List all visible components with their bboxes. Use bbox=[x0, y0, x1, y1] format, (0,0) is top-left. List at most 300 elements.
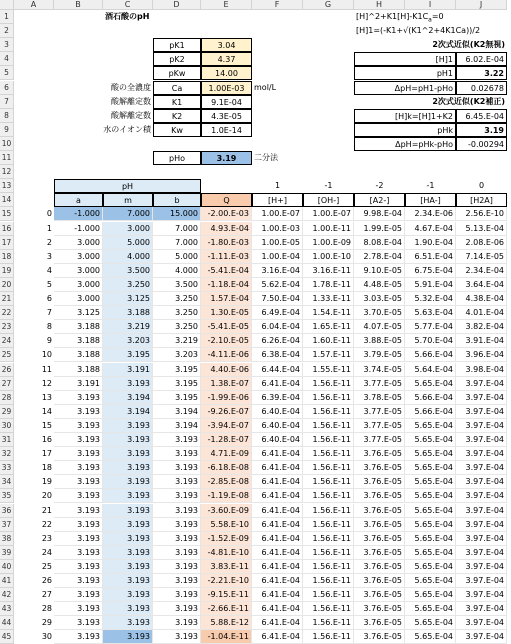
m-value[interactable]: 3.250 bbox=[103, 278, 153, 292]
oh-conc[interactable]: 1.56.E-11 bbox=[303, 447, 354, 461]
m-value[interactable]: 3.193 bbox=[103, 532, 153, 546]
a2-conc[interactable]: 3.76.E-05 bbox=[354, 602, 405, 616]
pho-label[interactable]: pHo bbox=[153, 151, 201, 165]
param-name[interactable]: Ca bbox=[153, 81, 201, 95]
param-name[interactable]: pKw bbox=[153, 66, 201, 80]
a-value[interactable]: -1.000 bbox=[54, 207, 103, 221]
ha-conc[interactable]: 5.66.E-04 bbox=[405, 405, 456, 419]
a-value[interactable]: 3.193 bbox=[54, 391, 103, 405]
iteration-index[interactable]: 21 bbox=[41, 505, 52, 515]
b-value[interactable]: 3.193 bbox=[153, 475, 201, 489]
b-value[interactable]: 3.193 bbox=[153, 518, 201, 532]
h2a-conc[interactable]: 3.97.E-04 bbox=[456, 518, 507, 532]
ha-conc[interactable]: 5.65.E-04 bbox=[405, 602, 456, 616]
h2a-conc[interactable]: 3.97.E-04 bbox=[456, 433, 507, 447]
oh-conc[interactable]: 1.56.E-11 bbox=[303, 518, 354, 532]
b-value[interactable]: 5.000 bbox=[153, 250, 201, 264]
m-value[interactable]: 3.500 bbox=[103, 264, 153, 278]
q-value[interactable]: -9.15.E-11 bbox=[201, 588, 252, 602]
a-value[interactable]: 3.193 bbox=[54, 489, 103, 503]
ph-group-header[interactable]: pH bbox=[54, 179, 201, 193]
b-value[interactable]: 3.193 bbox=[153, 574, 201, 588]
b-value[interactable]: 3.195 bbox=[153, 363, 201, 377]
iteration-index[interactable]: 11 bbox=[41, 364, 52, 374]
b-value[interactable]: 3.500 bbox=[153, 278, 201, 292]
h-conc[interactable]: 6.39.E-04 bbox=[252, 391, 303, 405]
row-header[interactable]: 40 bbox=[0, 560, 14, 574]
m-value[interactable]: 7.000 bbox=[103, 207, 153, 221]
oh-conc[interactable]: 1.56.E-11 bbox=[303, 574, 354, 588]
row-header[interactable]: 21 bbox=[0, 292, 14, 306]
column-header-A[interactable]: A bbox=[14, 0, 54, 10]
q-value[interactable]: -1.18.E-04 bbox=[201, 278, 252, 292]
q-value[interactable]: -1.52.E-09 bbox=[201, 532, 252, 546]
b-value[interactable]: 3.193 bbox=[153, 588, 201, 602]
row-header[interactable]: 10 bbox=[0, 137, 14, 151]
a2-conc[interactable]: 3.76.E-05 bbox=[354, 461, 405, 475]
a2-conc[interactable]: 3.77.E-05 bbox=[354, 377, 405, 391]
q-value[interactable]: -1.11.E-03 bbox=[201, 250, 252, 264]
a2-conc[interactable]: 3.77.E-05 bbox=[354, 419, 405, 433]
m-value[interactable]: 3.193 bbox=[103, 630, 153, 644]
h2a-conc[interactable]: 3.97.E-04 bbox=[456, 546, 507, 560]
column-title[interactable]: [HA-] bbox=[405, 193, 456, 207]
charge-label[interactable]: 1 bbox=[274, 181, 281, 191]
q-value[interactable]: -5.41.E-05 bbox=[201, 320, 252, 334]
formula-quadratic[interactable] bbox=[354, 10, 507, 24]
h2a-conc[interactable]: 3.97.E-04 bbox=[456, 560, 507, 574]
h-conc[interactable]: 6.04.E-04 bbox=[252, 320, 303, 334]
column-title[interactable]: [A2-] bbox=[354, 193, 405, 207]
approx2-value[interactable]: -0.00294 bbox=[456, 137, 507, 151]
iteration-index[interactable]: 20 bbox=[41, 491, 52, 501]
approx2-label[interactable]: pHk bbox=[354, 123, 456, 137]
h2a-conc[interactable]: 3.91.E-04 bbox=[456, 334, 507, 348]
a-value[interactable]: 3.193 bbox=[54, 630, 103, 644]
ha-conc[interactable]: 5.63.E-04 bbox=[405, 306, 456, 320]
a-value[interactable]: 3.000 bbox=[54, 250, 103, 264]
h2a-conc[interactable]: 3.97.E-04 bbox=[456, 630, 507, 644]
approx2-value[interactable]: 6.45.E-04 bbox=[456, 109, 507, 123]
a-value[interactable]: 3.193 bbox=[54, 588, 103, 602]
h2a-conc[interactable]: 3.97.E-04 bbox=[456, 504, 507, 518]
a-value[interactable]: 3.193 bbox=[54, 461, 103, 475]
ha-conc[interactable]: 2.34.E-06 bbox=[405, 207, 456, 221]
q-value[interactable]: -6.18.E-08 bbox=[201, 461, 252, 475]
a2-conc[interactable]: 3.70.E-05 bbox=[354, 306, 405, 320]
column-header-E[interactable]: E bbox=[201, 0, 252, 10]
row-header[interactable]: 15 bbox=[0, 207, 14, 221]
h-conc[interactable]: 6.41.E-04 bbox=[252, 630, 303, 644]
row-header[interactable]: 26 bbox=[0, 363, 14, 377]
q-value[interactable]: 4.71.E-09 bbox=[201, 447, 252, 461]
q-value[interactable]: -1.19.E-08 bbox=[201, 489, 252, 503]
m-value[interactable]: 3.193 bbox=[103, 475, 153, 489]
q-value[interactable]: -2.85.E-08 bbox=[201, 475, 252, 489]
oh-conc[interactable]: 1.56.E-11 bbox=[303, 504, 354, 518]
ha-conc[interactable]: 5.65.E-04 bbox=[405, 546, 456, 560]
q-value[interactable]: 4.93.E-04 bbox=[201, 222, 252, 236]
iteration-index[interactable]: 10 bbox=[41, 350, 52, 360]
row-header[interactable]: 8 bbox=[0, 109, 14, 123]
b-value[interactable]: 3.193 bbox=[153, 489, 201, 503]
oh-conc[interactable]: 1.56.E-11 bbox=[303, 560, 354, 574]
h2a-conc[interactable]: 4.01.E-04 bbox=[456, 306, 507, 320]
a-value[interactable]: 3.193 bbox=[54, 504, 103, 518]
q-value[interactable]: 4.40.E-06 bbox=[201, 363, 252, 377]
row-header[interactable]: 25 bbox=[0, 348, 14, 362]
a-value[interactable]: 3.193 bbox=[54, 532, 103, 546]
oh-conc[interactable]: 1.33.E-11 bbox=[303, 292, 354, 306]
select-all-corner[interactable] bbox=[0, 0, 14, 10]
row-header[interactable]: 27 bbox=[0, 377, 14, 391]
a2-conc[interactable]: 9.98.E-04 bbox=[354, 207, 405, 221]
q-value[interactable]: -5.41.E-04 bbox=[201, 264, 252, 278]
h2a-conc[interactable]: 3.97.E-04 bbox=[456, 588, 507, 602]
a2-conc[interactable]: 3.76.E-05 bbox=[354, 630, 405, 644]
row-header[interactable]: 45 bbox=[0, 630, 14, 644]
b-value[interactable]: 3.193 bbox=[153, 616, 201, 630]
h-conc[interactable]: 5.62.E-04 bbox=[252, 278, 303, 292]
q-value[interactable]: 1.30.E-05 bbox=[201, 306, 252, 320]
a-value[interactable]: 3.193 bbox=[54, 433, 103, 447]
b-value[interactable]: 3.193 bbox=[153, 560, 201, 574]
a2-conc[interactable]: 9.10.E-05 bbox=[354, 264, 405, 278]
h-conc[interactable]: 6.41.E-04 bbox=[252, 574, 303, 588]
h-conc[interactable]: 6.41.E-04 bbox=[252, 518, 303, 532]
b-value[interactable]: 3.195 bbox=[153, 391, 201, 405]
h-conc[interactable]: 6.44.E-04 bbox=[252, 363, 303, 377]
row-header[interactable]: 34 bbox=[0, 475, 14, 489]
oh-conc[interactable]: 3.16.E-11 bbox=[303, 264, 354, 278]
h-conc[interactable]: 6.40.E-04 bbox=[252, 419, 303, 433]
a2-conc[interactable]: 3.76.E-05 bbox=[354, 475, 405, 489]
m-value[interactable]: 3.193 bbox=[103, 377, 153, 391]
ha-conc[interactable]: 6.75.E-04 bbox=[405, 264, 456, 278]
param-description[interactable]: 酸の全濃度 bbox=[111, 82, 151, 92]
b-value[interactable]: 7.000 bbox=[153, 236, 201, 250]
row-header[interactable]: 41 bbox=[0, 574, 14, 588]
a2-conc[interactable]: 1.99.E-05 bbox=[354, 222, 405, 236]
ha-conc[interactable]: 1.90.E-04 bbox=[405, 236, 456, 250]
h-conc[interactable]: 1.00.E-03 bbox=[252, 222, 303, 236]
h2a-conc[interactable]: 3.97.E-04 bbox=[456, 574, 507, 588]
param-name[interactable]: pK1 bbox=[153, 38, 201, 52]
approx1-label[interactable]: [H]1 bbox=[354, 52, 456, 66]
a2-conc[interactable]: 3.76.E-05 bbox=[354, 504, 405, 518]
column-title[interactable]: Q bbox=[201, 193, 252, 207]
a2-conc[interactable]: 3.76.E-05 bbox=[354, 588, 405, 602]
h-conc[interactable]: 6.40.E-04 bbox=[252, 433, 303, 447]
q-value[interactable]: -1.04.E-11 bbox=[201, 630, 252, 644]
q-value[interactable]: 5.88.E-12 bbox=[201, 616, 252, 630]
ha-conc[interactable]: 5.65.E-04 bbox=[405, 560, 456, 574]
iteration-index[interactable]: 6 bbox=[46, 294, 52, 303]
ha-conc[interactable]: 5.32.E-04 bbox=[405, 292, 456, 306]
row-header[interactable]: 38 bbox=[0, 532, 14, 546]
h2a-conc[interactable]: 3.97.E-04 bbox=[456, 532, 507, 546]
iteration-index[interactable]: 22 bbox=[41, 519, 52, 529]
charge-label[interactable]: -1 bbox=[324, 181, 333, 191]
approx2-label[interactable]: ΔpH=pHk-pHo bbox=[354, 137, 456, 151]
m-value[interactable]: 3.125 bbox=[103, 292, 153, 306]
iteration-index[interactable]: 25 bbox=[41, 561, 52, 571]
ha-conc[interactable]: 5.65.E-04 bbox=[405, 475, 456, 489]
ha-conc[interactable]: 5.65.E-04 bbox=[405, 504, 456, 518]
column-title[interactable]: [H2A] bbox=[456, 193, 507, 207]
column-title[interactable]: a bbox=[54, 193, 103, 207]
a-value[interactable]: -1.000 bbox=[54, 222, 103, 236]
row-header[interactable]: 16 bbox=[0, 222, 14, 236]
ha-conc[interactable]: 5.65.E-04 bbox=[405, 518, 456, 532]
h2a-conc[interactable]: 3.97.E-04 bbox=[456, 489, 507, 503]
oh-conc[interactable]: 1.56.E-11 bbox=[303, 489, 354, 503]
iteration-index[interactable]: 15 bbox=[41, 420, 52, 430]
h-conc[interactable]: 6.49.E-04 bbox=[252, 306, 303, 320]
oh-conc[interactable]: 1.56.E-11 bbox=[303, 602, 354, 616]
approx1-value[interactable]: 3.22 bbox=[456, 66, 507, 80]
param-value[interactable]: 9.1E-04 bbox=[201, 95, 252, 109]
row-header[interactable]: 32 bbox=[0, 447, 14, 461]
row-header[interactable]: 13 bbox=[0, 179, 14, 193]
h2a-conc[interactable]: 3.97.E-04 bbox=[456, 461, 507, 475]
row-header[interactable]: 6 bbox=[0, 81, 14, 95]
ha-conc[interactable]: 5.65.E-04 bbox=[405, 447, 456, 461]
a2-conc[interactable]: 3.76.E-05 bbox=[354, 489, 405, 503]
q-value[interactable]: -2.21.E-10 bbox=[201, 574, 252, 588]
row-header[interactable]: 12 bbox=[0, 165, 14, 179]
iteration-index[interactable]: 18 bbox=[41, 463, 52, 473]
h-conc[interactable]: 1.00.E-07 bbox=[252, 207, 303, 221]
column-header-B[interactable]: B bbox=[54, 0, 103, 10]
oh-conc[interactable]: 1.56.E-11 bbox=[303, 532, 354, 546]
ha-conc[interactable]: 5.65.E-04 bbox=[405, 377, 456, 391]
q-value[interactable]: 3.83.E-11 bbox=[201, 560, 252, 574]
oh-conc[interactable]: 1.56.E-11 bbox=[303, 433, 354, 447]
ha-conc[interactable]: 5.66.E-04 bbox=[405, 391, 456, 405]
a-value[interactable]: 3.000 bbox=[54, 236, 103, 250]
ha-conc[interactable]: 5.65.E-04 bbox=[405, 433, 456, 447]
h-conc[interactable]: 1.00.E-04 bbox=[252, 250, 303, 264]
a2-conc[interactable]: 3.03.E-05 bbox=[354, 292, 405, 306]
a2-conc[interactable]: 3.78.E-05 bbox=[354, 391, 405, 405]
b-value[interactable]: 3.193 bbox=[153, 602, 201, 616]
a2-conc[interactable]: 3.76.E-05 bbox=[354, 447, 405, 461]
a-value[interactable]: 3.193 bbox=[54, 419, 103, 433]
h2a-conc[interactable]: 3.98.E-04 bbox=[456, 363, 507, 377]
oh-conc[interactable]: 1.00.E-11 bbox=[303, 222, 354, 236]
approx1-title[interactable]: 2次式近似(K2無視) bbox=[432, 40, 505, 50]
iteration-index[interactable]: 1 bbox=[46, 223, 52, 233]
column-header-J[interactable]: J bbox=[456, 0, 507, 10]
h-conc[interactable]: 6.41.E-04 bbox=[252, 560, 303, 574]
row-header[interactable]: 28 bbox=[0, 391, 14, 405]
iteration-index[interactable]: 23 bbox=[41, 533, 52, 543]
iteration-index[interactable]: 24 bbox=[41, 547, 52, 557]
q-value[interactable]: 1.38.E-07 bbox=[201, 377, 252, 391]
ha-conc[interactable]: 5.65.E-04 bbox=[405, 532, 456, 546]
h2a-conc[interactable]: 3.64.E-04 bbox=[456, 278, 507, 292]
charge-label[interactable]: -1 bbox=[426, 181, 435, 191]
ha-conc[interactable]: 5.65.E-04 bbox=[405, 616, 456, 630]
param-name[interactable]: Kw bbox=[153, 123, 201, 137]
row-header[interactable]: 18 bbox=[0, 250, 14, 264]
q-value[interactable]: -1.99.E-06 bbox=[201, 391, 252, 405]
iteration-index[interactable]: 2 bbox=[46, 237, 52, 247]
column-header-H[interactable]: H bbox=[354, 0, 405, 10]
ha-conc[interactable]: 5.66.E-04 bbox=[405, 348, 456, 362]
param-description[interactable]: 酸解離定数 bbox=[111, 110, 151, 120]
q-value[interactable]: -4.81.E-10 bbox=[201, 546, 252, 560]
a-value[interactable]: 3.191 bbox=[54, 377, 103, 391]
h2a-conc[interactable]: 3.97.E-04 bbox=[456, 616, 507, 630]
iteration-index[interactable]: 13 bbox=[41, 392, 52, 402]
param-name[interactable]: K2 bbox=[153, 109, 201, 123]
a-value[interactable]: 3.000 bbox=[54, 278, 103, 292]
oh-conc[interactable]: 1.78.E-11 bbox=[303, 278, 354, 292]
a-value[interactable]: 3.193 bbox=[54, 616, 103, 630]
a-value[interactable]: 3.188 bbox=[54, 348, 103, 362]
approx2-value[interactable]: 3.19 bbox=[456, 123, 507, 137]
column-header-G[interactable]: G bbox=[303, 0, 354, 10]
ha-conc[interactable]: 5.64.E-04 bbox=[405, 363, 456, 377]
h2a-conc[interactable]: 3.96.E-04 bbox=[456, 348, 507, 362]
row-header[interactable]: 37 bbox=[0, 518, 14, 532]
q-value[interactable]: 5.58.E-10 bbox=[201, 518, 252, 532]
h2a-conc[interactable]: 3.97.E-04 bbox=[456, 377, 507, 391]
iteration-index[interactable]: 28 bbox=[41, 604, 52, 614]
column-title[interactable]: b bbox=[153, 193, 201, 207]
row-header[interactable]: 36 bbox=[0, 504, 14, 518]
ha-conc[interactable]: 5.65.E-04 bbox=[405, 489, 456, 503]
b-value[interactable]: 3.193 bbox=[153, 630, 201, 644]
ha-conc[interactable]: 5.65.E-04 bbox=[405, 574, 456, 588]
h2a-conc[interactable]: 7.14.E-05 bbox=[456, 250, 507, 264]
row-header[interactable]: 22 bbox=[0, 306, 14, 320]
param-value[interactable]: 4.3E-05 bbox=[201, 109, 252, 123]
oh-conc[interactable]: 1.56.E-11 bbox=[303, 419, 354, 433]
row-header[interactable]: 9 bbox=[0, 123, 14, 137]
h-conc[interactable]: 6.41.E-04 bbox=[252, 546, 303, 560]
h-conc[interactable]: 6.41.E-04 bbox=[252, 461, 303, 475]
oh-conc[interactable]: 1.00.E-07 bbox=[303, 207, 354, 221]
a-value[interactable]: 3.000 bbox=[54, 292, 103, 306]
iteration-index[interactable]: 12 bbox=[41, 378, 52, 388]
a-value[interactable]: 3.193 bbox=[54, 475, 103, 489]
param-description[interactable]: 酸解離定数 bbox=[111, 96, 151, 106]
oh-conc[interactable]: 1.56.E-11 bbox=[303, 377, 354, 391]
m-value[interactable]: 3.195 bbox=[103, 348, 153, 362]
m-value[interactable]: 3.219 bbox=[103, 320, 153, 334]
b-value[interactable]: 3.250 bbox=[153, 320, 201, 334]
m-value[interactable]: 3.193 bbox=[103, 546, 153, 560]
m-value[interactable]: 3.191 bbox=[103, 363, 153, 377]
h-conc[interactable]: 6.26.E-04 bbox=[252, 334, 303, 348]
pho-method[interactable]: 二分法 bbox=[254, 153, 278, 162]
iteration-index[interactable]: 14 bbox=[41, 406, 52, 416]
h-conc[interactable]: 6.38.E-04 bbox=[252, 348, 303, 362]
a-value[interactable]: 3.188 bbox=[54, 363, 103, 377]
oh-conc[interactable]: 1.56.E-11 bbox=[303, 546, 354, 560]
a2-conc[interactable]: 3.76.E-05 bbox=[354, 546, 405, 560]
ha-conc[interactable]: 5.77.E-04 bbox=[405, 320, 456, 334]
row-header[interactable]: 19 bbox=[0, 264, 14, 278]
row-header[interactable]: 42 bbox=[0, 588, 14, 602]
ha-conc[interactable]: 5.91.E-04 bbox=[405, 278, 456, 292]
b-value[interactable]: 3.193 bbox=[153, 461, 201, 475]
iteration-index[interactable]: 7 bbox=[46, 308, 52, 318]
oh-conc[interactable]: 1.55.E-11 bbox=[303, 363, 354, 377]
row-header[interactable]: 2 bbox=[0, 24, 14, 38]
h-conc[interactable]: 6.40.E-04 bbox=[252, 405, 303, 419]
a2-conc[interactable]: 4.48.E-05 bbox=[354, 278, 405, 292]
h-conc[interactable]: 6.41.E-04 bbox=[252, 475, 303, 489]
row-header[interactable]: 3 bbox=[0, 38, 14, 52]
q-value[interactable]: -1.80.E-03 bbox=[201, 236, 252, 250]
a-value[interactable]: 3.188 bbox=[54, 320, 103, 334]
h-conc[interactable]: 6.41.E-04 bbox=[252, 377, 303, 391]
b-value[interactable]: 3.193 bbox=[153, 433, 201, 447]
b-value[interactable]: 3.193 bbox=[153, 532, 201, 546]
q-value[interactable]: -3.94.E-07 bbox=[201, 419, 252, 433]
row-header[interactable]: 33 bbox=[0, 461, 14, 475]
oh-conc[interactable]: 1.60.E-11 bbox=[303, 334, 354, 348]
m-value[interactable]: 3.193 bbox=[103, 461, 153, 475]
a-value[interactable]: 3.188 bbox=[54, 334, 103, 348]
h-conc[interactable]: 3.16.E-04 bbox=[252, 264, 303, 278]
row-header[interactable]: 4 bbox=[0, 52, 14, 66]
iteration-index[interactable]: 4 bbox=[46, 265, 52, 275]
oh-conc[interactable]: 1.56.E-11 bbox=[303, 475, 354, 489]
a2-conc[interactable]: 3.76.E-05 bbox=[354, 518, 405, 532]
row-header[interactable]: 29 bbox=[0, 405, 14, 419]
m-value[interactable]: 3.193 bbox=[103, 504, 153, 518]
m-value[interactable]: 3.193 bbox=[103, 433, 153, 447]
ha-conc[interactable]: 4.67.E-04 bbox=[405, 222, 456, 236]
iteration-index[interactable]: 3 bbox=[46, 251, 52, 261]
charge-label[interactable]: 0 bbox=[478, 181, 485, 191]
q-value[interactable]: -3.60.E-09 bbox=[201, 504, 252, 518]
iteration-index[interactable]: 0 bbox=[46, 209, 52, 219]
b-value[interactable]: 3.193 bbox=[153, 546, 201, 560]
column-header-D[interactable]: D bbox=[153, 0, 201, 10]
q-value[interactable]: 1.57.E-04 bbox=[201, 292, 252, 306]
iteration-index[interactable]: 16 bbox=[41, 435, 52, 444]
row-header[interactable]: 31 bbox=[0, 433, 14, 447]
a2-conc[interactable]: 2.78.E-04 bbox=[354, 250, 405, 264]
approx1-value[interactable]: 6.02.E-04 bbox=[456, 52, 507, 66]
row-header[interactable]: 23 bbox=[0, 320, 14, 334]
column-header-I[interactable]: I bbox=[405, 0, 456, 10]
param-name[interactable]: pK2 bbox=[153, 52, 201, 66]
iteration-index[interactable]: 17 bbox=[41, 449, 52, 459]
oh-conc[interactable]: 1.54.E-11 bbox=[303, 306, 354, 320]
ha-conc[interactable]: 5.65.E-04 bbox=[405, 630, 456, 644]
approx2-label[interactable]: [H]k=[H]1+K2 bbox=[354, 109, 456, 123]
ha-conc[interactable]: 5.65.E-04 bbox=[405, 419, 456, 433]
param-value[interactable]: 1.0E-14 bbox=[201, 123, 252, 137]
iteration-index[interactable]: 27 bbox=[41, 590, 52, 600]
param-value[interactable]: 1.00E-03 bbox=[201, 81, 252, 95]
ha-conc[interactable]: 5.65.E-04 bbox=[405, 588, 456, 602]
row-header[interactable]: 44 bbox=[0, 616, 14, 630]
m-value[interactable]: 3.193 bbox=[103, 560, 153, 574]
b-value[interactable]: 3.203 bbox=[153, 348, 201, 362]
param-unit[interactable]: mol/L bbox=[254, 82, 277, 92]
h2a-conc[interactable]: 2.08.E-06 bbox=[456, 236, 507, 250]
row-header[interactable]: 7 bbox=[0, 95, 14, 109]
row-header[interactable]: 35 bbox=[0, 489, 14, 503]
